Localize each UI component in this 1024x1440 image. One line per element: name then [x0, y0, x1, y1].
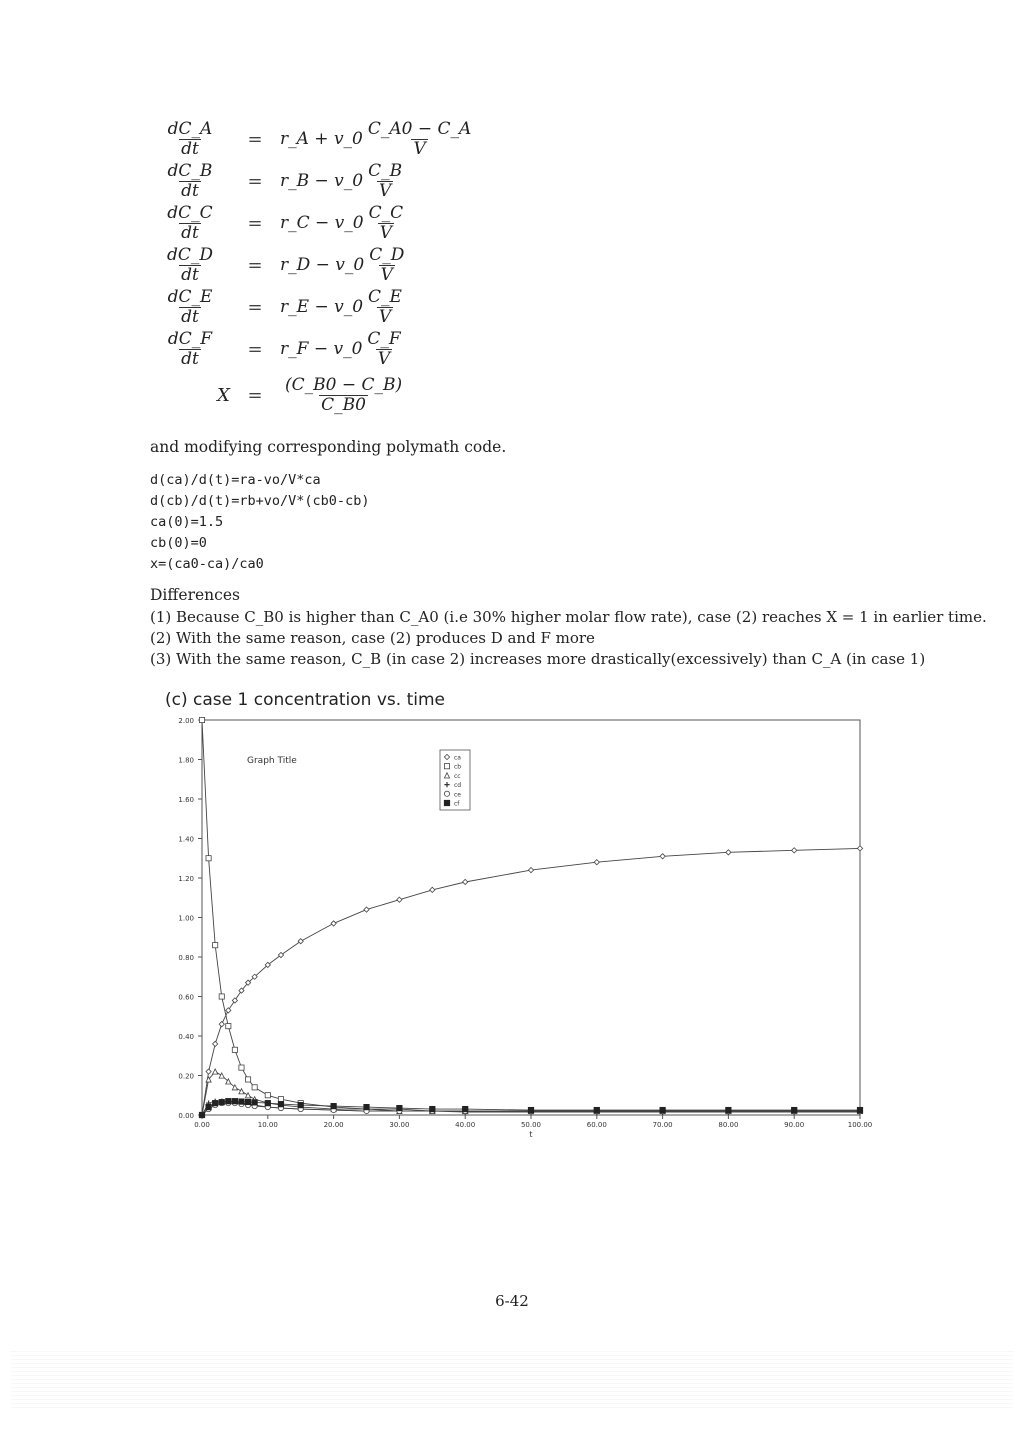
derivative-fraction	[165, 246, 215, 285]
data-point-ca	[660, 854, 665, 859]
derivative-numerator: dC_D	[166, 244, 214, 265]
derivative-fraction	[166, 162, 215, 201]
derivative-fraction	[165, 204, 214, 243]
derivative-equation	[150, 202, 570, 244]
rate-term: r_A + v_0	[280, 129, 363, 149]
conversion-denominator: C_B0	[321, 394, 366, 415]
equals-sign: =	[247, 128, 263, 150]
polymath-code	[150, 470, 369, 575]
data-point-cf	[726, 1107, 731, 1112]
y-tick-label: 1.60	[178, 796, 194, 804]
data-point-cc	[219, 1073, 224, 1078]
legend-marker-cb	[444, 764, 449, 769]
rate-term: r_D − v_0	[280, 255, 365, 275]
y-tick-label: 1.40	[178, 835, 194, 844]
derivative-denominator: dt	[181, 222, 199, 243]
data-point-cb	[239, 1065, 244, 1070]
data-point-cf	[463, 1106, 468, 1111]
code-line: x=(ca0-ca)/ca0	[150, 556, 264, 572]
code-line: cb(0)=0	[150, 535, 207, 551]
data-point-cb	[206, 856, 211, 861]
data-point-cf	[594, 1107, 599, 1112]
x-tick-label: 10.00	[257, 1121, 278, 1129]
equals-sign: =	[247, 170, 263, 192]
derivative-equation	[150, 286, 570, 328]
data-point-cf	[252, 1100, 257, 1105]
flow-fraction	[367, 246, 406, 285]
data-point-cb	[199, 717, 204, 722]
flow-denominator: V	[378, 180, 392, 201]
differences-list	[150, 607, 987, 670]
data-point-ca	[528, 868, 533, 873]
data-point-cb	[265, 1093, 270, 1098]
x-tick-label: 70.00	[652, 1121, 673, 1129]
difference-item: (3) With the same reason, C_B (in case 2) increases more drastically(excessively) than C_A (in case 1)	[150, 650, 926, 668]
data-point-cf	[232, 1099, 237, 1104]
legend-label: ce	[454, 791, 461, 799]
rate-term: r_F − v_0	[280, 339, 363, 359]
y-tick-label: 1.20	[178, 875, 194, 883]
code-line: ca(0)=1.5	[150, 514, 224, 530]
concentration-chart	[160, 710, 880, 1140]
equals-sign: =	[247, 212, 263, 234]
scan-artifact	[10, 1348, 1014, 1408]
flow-fraction	[367, 204, 406, 243]
data-point-cb	[252, 1085, 257, 1090]
data-point-ca	[206, 1069, 211, 1074]
flow-fraction	[366, 288, 404, 327]
equals-sign: =	[247, 338, 263, 360]
flow-numerator: C_E	[368, 286, 402, 307]
flow-numerator: C_B	[368, 160, 403, 181]
equals-sign: =	[247, 384, 263, 406]
legend-label: ca	[454, 754, 461, 762]
rate-term: r_B − v_0	[280, 171, 364, 191]
data-point-cf	[219, 1100, 224, 1105]
data-point-ca	[726, 850, 731, 855]
derivative-equation	[150, 244, 570, 286]
data-point-ca	[430, 887, 435, 892]
chart-heading: (c) case 1 concentration vs. time	[165, 690, 445, 710]
data-point-ca	[219, 1022, 224, 1027]
y-tick-label: 0.20	[178, 1072, 194, 1081]
data-point-cf	[331, 1104, 336, 1109]
derivative-denominator: dt	[181, 180, 199, 201]
x-tick-label: 90.00	[784, 1121, 805, 1129]
derivative-equation	[150, 118, 570, 160]
flow-fraction	[366, 120, 473, 159]
y-tick-label: 0.40	[178, 1033, 194, 1041]
difference-item: (2) With the same reason, case (2) produces D and F more	[150, 629, 595, 647]
data-point-cb	[245, 1077, 250, 1082]
data-point-cc	[245, 1093, 250, 1098]
legend-label: cf	[454, 800, 460, 808]
y-tick-label: 1.80	[178, 756, 194, 765]
y-tick-label: 0.60	[178, 993, 194, 1002]
flow-denominator: V	[413, 138, 426, 159]
x-axis-label: t	[529, 1130, 533, 1139]
rate-term: r_E − v_0	[280, 297, 364, 317]
x-tick-label: 60.00	[586, 1121, 607, 1129]
intro-text: and modifying corresponding polymath code.	[150, 438, 507, 456]
equation-block	[150, 118, 570, 416]
derivative-denominator: dt	[181, 264, 199, 285]
flow-fraction	[366, 162, 404, 201]
data-point-ca	[364, 907, 369, 912]
conversion-numerator: (C_B0 − C_B)	[285, 374, 403, 395]
flow-numerator: C_A0 − C_A	[367, 118, 472, 139]
data-point-cf	[430, 1106, 435, 1111]
equals-sign: =	[247, 254, 263, 276]
data-point-cf	[792, 1107, 797, 1112]
data-point-cf	[660, 1107, 665, 1112]
page-number: 6-42	[495, 1292, 529, 1310]
flow-denominator: V	[377, 348, 391, 369]
flow-denominator: V	[378, 306, 392, 327]
x-tick-label: 100.00	[847, 1121, 873, 1129]
x-lhs: X	[217, 384, 230, 406]
data-point-cf	[298, 1103, 303, 1108]
derivative-fraction	[166, 288, 215, 327]
data-point-ca	[857, 846, 862, 851]
conversion-fraction	[283, 376, 404, 415]
derivative-equation	[150, 160, 570, 202]
x-tick-label: 50.00	[520, 1121, 542, 1129]
y-tick-label: 2.00	[178, 717, 194, 725]
data-point-cf	[364, 1105, 369, 1110]
legend-label: cb	[454, 763, 462, 771]
data-point-cf	[397, 1105, 402, 1110]
derivative-denominator: dt	[181, 138, 199, 159]
data-point-cf	[199, 1112, 204, 1117]
y-tick-label: 0.00	[178, 1112, 194, 1120]
data-point-ca	[226, 1008, 231, 1013]
x-tick-label: 80.00	[718, 1121, 739, 1129]
flow-denominator: V	[380, 264, 393, 285]
data-point-cf	[528, 1107, 533, 1112]
x-tick-label: 40.00	[455, 1121, 476, 1129]
x-tick-label: 0.00	[194, 1121, 210, 1129]
legend-label: cc	[454, 772, 461, 780]
data-point-cf	[265, 1101, 270, 1106]
y-tick-label: 0.80	[178, 954, 194, 962]
derivative-fraction	[166, 330, 214, 369]
code-line: d(ca)/d(t)=ra-vo/V*ca	[150, 472, 321, 488]
data-point-ca	[792, 848, 797, 853]
data-point-cf	[278, 1102, 283, 1107]
flow-numerator: C_C	[368, 202, 404, 223]
flow-denominator: V	[379, 222, 392, 243]
derivative-numerator: dC_F	[167, 328, 213, 349]
data-point-ca	[213, 1041, 218, 1046]
derivative-denominator: dt	[181, 348, 199, 369]
derivative-denominator: dt	[181, 306, 199, 327]
equals-sign: =	[247, 296, 263, 318]
plot-frame	[202, 720, 860, 1115]
data-point-cf	[213, 1101, 218, 1106]
data-point-ca	[397, 897, 402, 902]
legend-marker-ce	[444, 791, 449, 796]
conversion-equation	[150, 374, 570, 416]
derivative-numerator: dC_A	[167, 118, 213, 139]
difference-item: (1) Because C_B0 is higher than C_A0 (i.e 30% higher molar flow rate), case (2) reaches X = 1 in earlier time.	[150, 608, 987, 626]
y-tick-label: 1.00	[178, 914, 194, 923]
series-line-ca	[202, 848, 860, 1115]
data-point-cf	[857, 1107, 862, 1112]
data-point-ca	[232, 998, 237, 1003]
derivative-equation	[150, 328, 570, 370]
data-point-cc	[239, 1089, 244, 1094]
data-point-ca	[594, 860, 599, 865]
data-point-cf	[206, 1105, 211, 1110]
data-point-cb	[226, 1024, 231, 1029]
differences-title: Differences	[150, 586, 240, 604]
legend-marker-cf	[444, 800, 449, 805]
data-point-cb	[219, 994, 224, 999]
flow-numerator: C_F	[367, 328, 401, 349]
data-point-cc	[213, 1069, 218, 1074]
x-tick-label: 20.00	[323, 1121, 344, 1129]
data-point-cf	[239, 1099, 244, 1104]
rate-term: r_C − v_0	[280, 213, 364, 233]
data-point-cf	[226, 1099, 231, 1104]
x-tick-label: 30.00	[389, 1121, 410, 1129]
graph-title: Graph Title	[247, 756, 297, 766]
data-point-ca	[463, 879, 468, 884]
flow-fraction	[365, 330, 402, 369]
data-point-cb	[278, 1097, 283, 1102]
derivative-numerator: dC_C	[167, 202, 213, 223]
derivative-numerator: dC_E	[167, 286, 213, 307]
code-line: d(cb)/d(t)=rb+vo/V*(cb0-cb)	[150, 493, 370, 509]
data-point-cf	[245, 1099, 250, 1104]
derivative-fraction	[166, 120, 215, 159]
data-point-ca	[331, 921, 336, 926]
legend-label: cd	[454, 782, 462, 790]
data-point-cb	[232, 1047, 237, 1052]
series-line-cb	[202, 720, 860, 1111]
data-point-cb	[213, 943, 218, 948]
derivative-numerator: dC_B	[167, 160, 213, 181]
flow-numerator: C_D	[369, 244, 405, 265]
